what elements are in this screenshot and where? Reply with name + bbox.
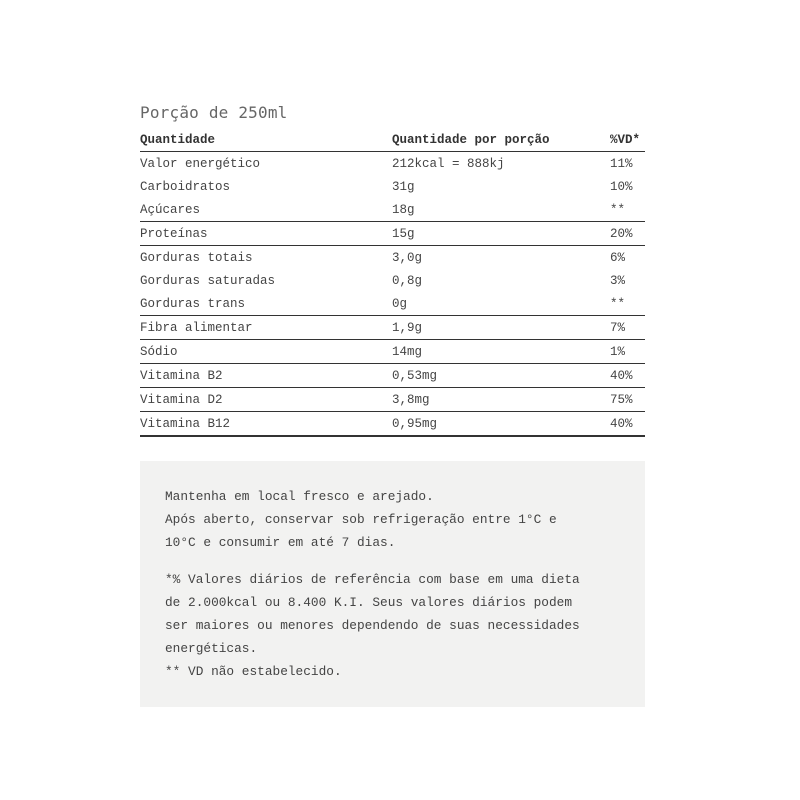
nutrient-amount: 14mg: [392, 340, 610, 364]
nutrient-name: Valor energético: [140, 156, 261, 171]
nutrient-name: Gorduras totais: [140, 250, 253, 265]
nutrient-name: Gorduras trans: [140, 292, 392, 316]
nutrient-amount: 0,95mg: [392, 412, 610, 437]
nutrient-amount: 0,8g: [392, 273, 423, 288]
nutrient-daily-value: 11%: [610, 156, 633, 171]
notes-box: [140, 461, 645, 707]
nutrition-table: [140, 128, 645, 437]
table-row: [140, 316, 645, 340]
header-quantity: Quantidade: [140, 128, 392, 152]
nutrient-daily-value: 40%: [610, 364, 645, 388]
table-row: [140, 292, 645, 316]
portion-title: Porção de 250ml: [140, 103, 288, 122]
table-row: [140, 269, 645, 292]
nutrient-name: Fibra alimentar: [140, 316, 392, 340]
nutrient-name: Sódio: [140, 340, 392, 364]
nutrient-daily-value: 1%: [610, 340, 645, 364]
nutrient-daily-value: 10%: [610, 179, 633, 194]
nutrient-amount: 15g: [392, 222, 610, 246]
storage-instructions: Mantenha em local fresco e arejado. Após aberto, conservar sob refrigeração entre 1°C e 10°C e consumir em até 7 dias.: [165, 489, 557, 550]
nutrient-amount: 0g: [392, 292, 610, 316]
nutrient-amount: 31g: [392, 179, 415, 194]
nutrient-daily-value: 7%: [610, 316, 645, 340]
nutrient-daily-value: 3%: [610, 273, 626, 288]
notes-spacer: [165, 554, 621, 568]
nutrient-daily-value: 20%: [610, 222, 645, 246]
nutrient-name: Açúcares: [140, 198, 392, 222]
nutrient-daily-value: 40%: [610, 412, 645, 437]
table-row: [140, 175, 645, 198]
nutrient-daily-value: **: [610, 198, 645, 222]
nutrient-amount: 212kcal = 888kj: [392, 156, 505, 171]
table-row: [140, 412, 645, 437]
nutrient-daily-value: 6%: [610, 250, 626, 265]
table-row: [140, 222, 645, 246]
nutrient-amount: 3,8mg: [392, 388, 610, 412]
nutrient-name: Proteínas: [140, 222, 392, 246]
nutrient-name: Carboidratos: [140, 179, 231, 194]
table-row: [140, 198, 645, 222]
nutrient-amount: 0,53mg: [392, 364, 610, 388]
nutrient-name: Vitamina D2: [140, 388, 392, 412]
header-quantity-per-portion: Quantidade por porção: [392, 128, 610, 152]
table-row: [140, 340, 645, 364]
nutrient-name: Gorduras saturadas: [140, 273, 276, 288]
nutrient-name: Vitamina B2: [140, 364, 392, 388]
table-row: [140, 152, 645, 176]
table-row: [140, 388, 645, 412]
table-row: [140, 364, 645, 388]
nutrient-name: Vitamina B12: [140, 412, 392, 437]
nutrient-amount: 18g: [392, 198, 610, 222]
header-daily-value: %VD*: [610, 128, 645, 152]
nutrient-amount: 3,0g: [392, 250, 423, 265]
nutrient-daily-value: **: [610, 292, 645, 316]
table-row: [140, 246, 645, 270]
nutrient-daily-value: 75%: [610, 388, 645, 412]
nutrient-amount: 1,9g: [392, 316, 610, 340]
daily-value-footnote: *% Valores diários de referência com base em uma dieta de 2.000kcal ou 8.400 K.I. Seus valores diários podem ser maiores ou menores dependendo de suas necessidades energéticas. ** VD não estabelecido.: [165, 572, 580, 679]
table-header-row: [140, 128, 645, 152]
